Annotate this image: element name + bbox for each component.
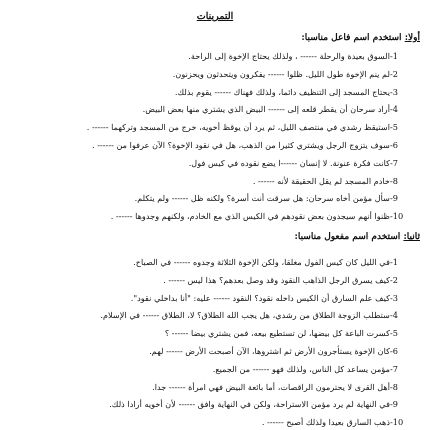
exercise-number: 3- xyxy=(390,292,398,303)
exercise-number: 9- xyxy=(390,399,398,410)
section-heading-2 xyxy=(295,232,421,242)
exercise-sentence: كان الإخوة يستأجرون الأرض ثم اشتروها، الآن أصبحت الأرض ------ لهم. xyxy=(149,346,390,356)
exercise-sentence: يحتاج المسجد إلى التنظيف دائما، ولذلك فهناك ------ يقوم بذلك. xyxy=(174,86,390,97)
exercise-item xyxy=(12,255,412,269)
exercise-item xyxy=(12,174,412,188)
exercise-item xyxy=(12,397,412,411)
exercise-item xyxy=(12,49,412,63)
exercise-sentence: ذهب السارق بعيدا ولذلك أصبح ------ . xyxy=(261,417,390,428)
section-2-instruction: استخدم اسم مفعول مناسبا: xyxy=(294,232,401,242)
exercise-number: 7- xyxy=(390,157,398,168)
exercise-sentence: مؤمن يساعد كل الناس، ولذلك فهو ------ من الجميع. xyxy=(212,363,390,374)
exercise-sentence: كسرت الباعة كل بيضها، لن تستطيع بيعه، فمن يشتري بيضا ------ ؟ xyxy=(164,328,390,339)
exercise-item xyxy=(12,120,412,134)
exercise-number: 3- xyxy=(390,86,398,97)
exercise-sentence: خادم المسجد لم يقل الحقيقة لأنه ------ . xyxy=(252,175,390,186)
section-1-instruction: استخدم اسم فاعل مناسبا: xyxy=(301,33,402,43)
exercise-item xyxy=(12,156,412,170)
exercise-item xyxy=(12,344,412,358)
exercise-item xyxy=(12,209,412,223)
exercise-sentence: كيف يسرق الرجل الذاهب النقود وقد وصل بعدهم؟ هذا ليس ------ . xyxy=(163,274,390,285)
exercise-sentence: سوف يتزوج الرجل ويشتري كثيرا من الذهب، هل في نقود الإخوة؟ الآن عرفوا من ------ . xyxy=(92,140,390,150)
exercise-number: 8- xyxy=(390,175,398,186)
exercise-sentence: السوق بعيدة والرحلة ------ ، ولذلك يحتاج الإخوة إلى الراحة. xyxy=(188,51,390,61)
exercise-sentence: كيف علم السارق أن الكيس داخله نقود؟ النقود ------ عليه: "أنا بداخلي نقود". xyxy=(130,292,390,303)
exercise-item xyxy=(12,67,412,81)
exercise-sentence: ظنوا أنهم سيجدون بعض نقودهم في الكيس الذي مع الخادم، ولكنهم وجدوها ------ . xyxy=(110,211,390,222)
exercise-sentence: سأل مؤمن أخاه سرحان: هل سرقت أنت أسرة؟ ولكنه ظل ------ ولم يتكلم. xyxy=(134,193,390,204)
exercise-number: 10- xyxy=(390,417,404,428)
exercise-number: 10- xyxy=(390,211,404,222)
exercise-item xyxy=(12,291,412,305)
exercise-item xyxy=(12,308,412,322)
exercise-number: 2- xyxy=(390,274,398,285)
exercise-item xyxy=(12,362,412,376)
exercise-item xyxy=(12,380,412,394)
exercise-sentence: أهل القرى لا يحترمون الراقصات، أما بائعة البيض فهي امرأة ------ جدا. xyxy=(152,381,390,392)
exercise-sentence: كانت فكرة عنونة. لا إنسان ------ا يضع نقوده في كيس فول. xyxy=(188,157,390,168)
exercise-number: 5- xyxy=(390,122,398,133)
exercise-item xyxy=(12,191,412,205)
exercise-sentence: لم ينم الإخوة طول الليل. ظلوا ------ يفكرون ويتحدثون ويحزنون. xyxy=(172,68,390,79)
exercise-item xyxy=(12,273,412,287)
exercise-item xyxy=(12,138,412,152)
exercise-sentence: أراد سرحان أن يقطر قلعه إلى ------ البيض الذي يشتري منها بعض البيض. xyxy=(142,104,390,115)
exercise-item xyxy=(12,102,412,116)
exercise-number: 6- xyxy=(390,140,398,150)
exercise-number: 1- xyxy=(390,51,398,61)
exercise-number: 8- xyxy=(390,381,398,392)
exercise-number: 1- xyxy=(390,257,398,267)
exercise-item xyxy=(12,85,412,99)
page-title: التمرينات xyxy=(196,11,234,22)
section-1-label: أولا: xyxy=(404,33,420,43)
exercise-number: 5- xyxy=(390,328,398,339)
section-heading-1 xyxy=(301,33,420,43)
exercise-sentence: في النهاية لم يرد مؤمن الاستراحة، ولكن في النهاية وافق ------ لأن أخويه أرادا ذلك. xyxy=(109,399,390,410)
exercise-item xyxy=(12,326,412,340)
exercise-sentence: استيقظ رشدي في منتصف الليل، ثم يرد أن يوقظ أخويه، خرج من المسجد وتركهما ------ . xyxy=(86,122,390,133)
exercise-number: 7- xyxy=(390,363,398,374)
exercise-number: 2- xyxy=(390,68,398,79)
exercise-item xyxy=(12,415,412,429)
exercise-sentence: في الليل كان كيس الفول مغلقا، ولكن الإخوة الثلاثة وجدوه ------ في الصباح. xyxy=(133,257,390,267)
exercise-number: 4- xyxy=(390,310,398,321)
section-2-label: ثانيا: xyxy=(403,232,420,242)
exercise-number: 9- xyxy=(390,193,398,204)
exercise-sentence: ستطلب الزوجة الطلاق من رشدي، هل يجب الله الطلاق؟ لا، الطلاق ------ في الإسلام. xyxy=(100,310,390,321)
exercise-number: 6- xyxy=(390,346,398,356)
exercise-number: 4- xyxy=(390,104,398,115)
